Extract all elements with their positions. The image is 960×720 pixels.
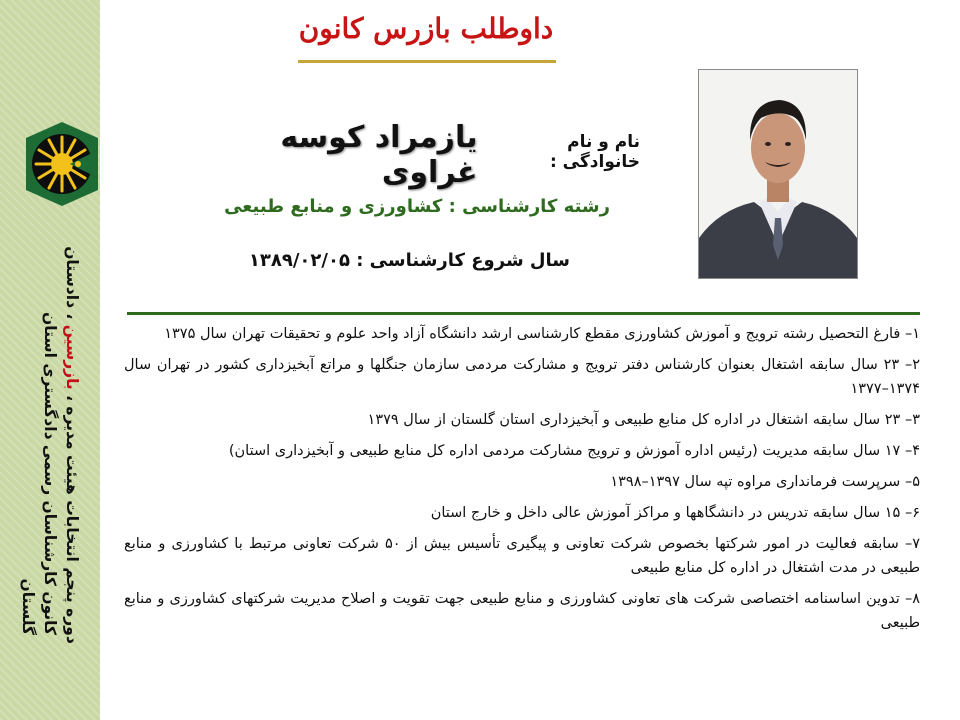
- resume-item: ۲– ۲۳ سال سابقه اشتغال بعنوان کارشناس دفتر ترویج و مشارکت مردمی سازمان جنگلها و مراتع آبخیزداری کشور در تهران سال ۱۳۷۴–۱۳۷۷: [124, 357, 920, 397]
- section-divider: [127, 312, 920, 315]
- election-caption-part1: دوره پنجم انتخابات هیئت مدیره ،: [63, 395, 81, 644]
- candidate-photo: [698, 69, 858, 279]
- candidate-name: یازمراد کوسه غراوی: [280, 120, 478, 190]
- kanoon-emblem-icon: [22, 118, 102, 210]
- page-title: داوطلب بازرس کانون: [298, 12, 554, 45]
- resume-list: [124, 322, 920, 642]
- election-caption-part2: ، دادستان: [63, 246, 81, 320]
- portrait-image: [699, 70, 857, 278]
- election-caption-line1: [61, 246, 83, 644]
- degree-field: رشته کارشناسی : کشاورزی و منابع طبیعی: [224, 196, 610, 217]
- title-underline: [298, 60, 556, 63]
- name-label: نام و نام خانوادگی :: [549, 132, 640, 172]
- election-caption-highlight: بازرسین: [63, 319, 81, 396]
- resume-item: ۶– ۱۵ سال سابقه تدریس در دانشگاهها و مراکز آموزش عالی داخل و خارج استان: [430, 505, 920, 521]
- resume-item: ۷– سابقه فعالیت در امور شرکتها بخصوص شرکت تعاونی و پیگیری تأسیس بیش از ۵۰ شرکت تعاونی مرتبط با کشاورزی و منابع طبیعی در مدت اشتغال در اداره کل منابع طبیعی: [124, 536, 920, 576]
- resume-item: ۴– ۱۷ سال سابقه مدیریت (رئیس اداره آموزش و ترویج مشارکت مردمی اداره کل منابع طبیعی و آبخیزداری استان): [228, 443, 920, 459]
- resume-item: ۸– تدوین اساسنامه اختصاصی شرکت های تعاونی کشاورزی و منابع طبیعی جهت تقویت و اصلاح مدیریت شرکتهای کشاورزی و منابع طبیعی: [124, 591, 920, 631]
- election-caption-line2: کانون کارشناسان رسمی دادگستری استان گلستان: [19, 312, 59, 635]
- resume-item: ۳– ۲۳ سال سابقه اشتغال در اداره کل منابع طبیعی و آبخیزداری استان گلستان از سال ۱۳۷۹: [367, 412, 920, 428]
- candidate-name-row: [200, 120, 640, 190]
- resume-item: ۱– فارغ التحصیل رشته ترویج و آموزش کشاورزی مقطع کارشناسی ارشد دانشگاه آزاد واحد علوم و تحقیقات تهران سال ۱۳۷۵: [164, 326, 920, 342]
- election-caption: [10, 246, 90, 644]
- start-year: سال شروع کارشناسی : ۱۳۸۹/۰۲/۰۵: [248, 250, 570, 271]
- sidebar-panel: [0, 0, 100, 720]
- resume-item: ۵– سرپرست فرمانداری مراوه تپه سال ۱۳۹۷–۱۳۹۸: [610, 474, 920, 490]
